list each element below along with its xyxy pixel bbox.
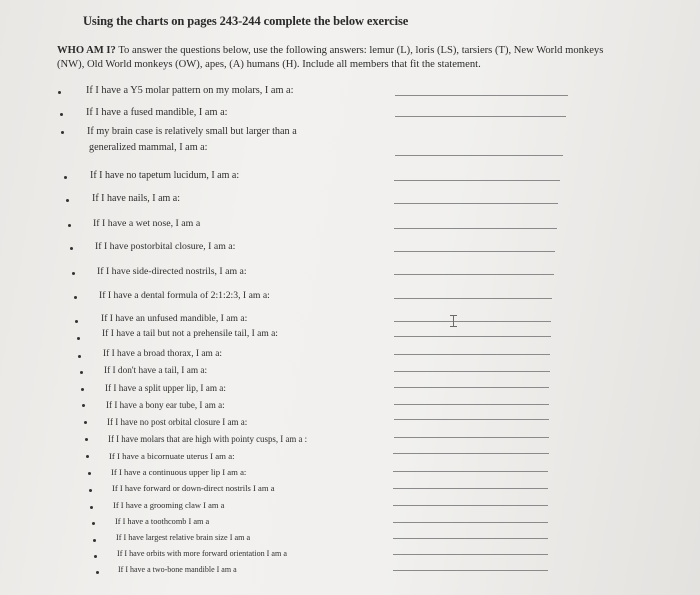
text-cursor-icon <box>453 315 454 327</box>
answer-blank-line[interactable] <box>394 336 551 337</box>
bullet-icon <box>82 404 85 407</box>
bullet-icon <box>96 571 99 574</box>
instructions <box>57 44 617 72</box>
question-text: If I have largest relative brain size I am a <box>116 533 251 542</box>
bullet-icon <box>74 296 77 299</box>
question-text: If I have orbits with more forward orientation I am a <box>117 549 287 558</box>
bullet-icon <box>93 539 96 542</box>
bullet-icon <box>78 355 81 358</box>
answer-blank-line[interactable] <box>394 321 551 322</box>
question-text: If I have a split upper lip, I am a: <box>105 383 226 393</box>
question-text: If I have a toothcomb I am a <box>115 517 210 526</box>
answer-blank-line[interactable] <box>394 180 560 181</box>
question-text: If I have no tapetum lucidum, I am a: <box>90 170 240 181</box>
question-text: If I have no post orbital closure I am a: <box>107 417 248 427</box>
question-text: If I have a broad thorax, I am a: <box>103 349 222 359</box>
question-text: If I have forward or down-direct nostrils I am a <box>112 483 275 493</box>
bullet-icon <box>81 388 84 391</box>
question-text: If I have postorbital closure, I am a: <box>95 241 236 252</box>
answer-blank-line[interactable] <box>393 471 548 472</box>
page-title: Using the charts on pages 243-244 complete the below exercise <box>83 14 409 28</box>
bullet-icon <box>85 438 88 441</box>
instructions-lead: WHO AM I? <box>57 45 116 56</box>
answer-blank-line[interactable] <box>394 419 549 420</box>
answer-blank-line[interactable] <box>394 437 549 438</box>
answer-blank-line[interactable] <box>395 95 568 96</box>
answer-blank-line[interactable] <box>395 155 563 156</box>
question-text: If I have molars that are high with pointy cusps, I am a : <box>108 434 308 444</box>
bullet-icon <box>90 506 93 509</box>
answer-blank-line[interactable] <box>393 453 549 454</box>
bullet-icon <box>80 371 83 374</box>
bullet-icon <box>84 421 87 424</box>
question-text: If I have a tail but not a prehensile tail, I am a: <box>102 329 278 339</box>
answer-blank-line[interactable] <box>394 274 554 275</box>
answer-blank-line[interactable] <box>394 404 549 405</box>
bullet-icon <box>70 247 73 250</box>
bullet-icon <box>88 472 91 475</box>
bullet-icon <box>75 320 78 323</box>
answer-blank-line[interactable] <box>394 354 550 355</box>
answer-blank-line[interactable] <box>393 570 548 571</box>
question-text: If I have a grooming claw I am a <box>113 500 225 510</box>
bullet-icon <box>92 522 95 525</box>
question-text: If I have a continuous upper lip I am a: <box>111 467 247 477</box>
question-text: If I have a bicornuate uterus I am a: <box>109 451 235 461</box>
question-text: If I have an unfused mandible, I am a: <box>101 313 248 324</box>
instructions-text: To answer the questions below, use the following answers: lemur (L), loris (LS), tarsiers (T), New World monkeys (NW), Old World monkeys (OW), apes, (A) humans (H). Include all members that fit the statement. <box>57 45 604 70</box>
bullet-icon <box>72 272 75 275</box>
question-text: If I have a two-bone mandible I am a <box>118 565 237 574</box>
question-text: If I have side-directed nostrils, I am a: <box>97 266 247 277</box>
question-text: If I don't have a tail, I am a: <box>104 366 208 376</box>
bullet-icon <box>86 455 89 458</box>
bullet-icon <box>61 131 64 134</box>
answer-blank-line[interactable] <box>394 387 549 388</box>
bullet-icon <box>64 176 67 179</box>
answer-blank-line[interactable] <box>393 554 548 555</box>
question-text: If I have a Y5 molar pattern on my molars, I am a: <box>86 85 294 96</box>
question-text: If I have a wet nose, I am a <box>93 218 201 229</box>
question-text: generalized mammal, I am a: <box>89 142 208 153</box>
bullet-icon <box>68 224 71 227</box>
answer-blank-line[interactable] <box>394 298 552 299</box>
answer-blank-line[interactable] <box>394 203 558 204</box>
answer-blank-line[interactable] <box>394 228 557 229</box>
bullet-icon <box>58 91 61 94</box>
question-text: If I have a dental formula of 2:1:2:3, I am a: <box>99 290 270 301</box>
question-text: If I have nails, I am a: <box>92 193 181 204</box>
bullet-icon <box>77 337 80 340</box>
answer-blank-line[interactable] <box>393 522 548 523</box>
answer-blank-line[interactable] <box>393 505 548 506</box>
answer-blank-line[interactable] <box>393 488 548 489</box>
answer-blank-line[interactable] <box>395 116 566 117</box>
question-text: If I have a bony ear tube, I am a: <box>106 400 225 410</box>
bullet-icon <box>60 113 63 116</box>
bullet-icon <box>94 555 97 558</box>
bullet-icon <box>66 199 69 202</box>
answer-blank-line[interactable] <box>394 251 555 252</box>
question-text: If my brain case is relatively small but larger than a <box>87 126 297 137</box>
answer-blank-line[interactable] <box>394 371 550 372</box>
answer-blank-line[interactable] <box>393 538 548 539</box>
question-text: If I have a fused mandible, I am a: <box>86 107 228 118</box>
bullet-icon <box>89 489 92 492</box>
